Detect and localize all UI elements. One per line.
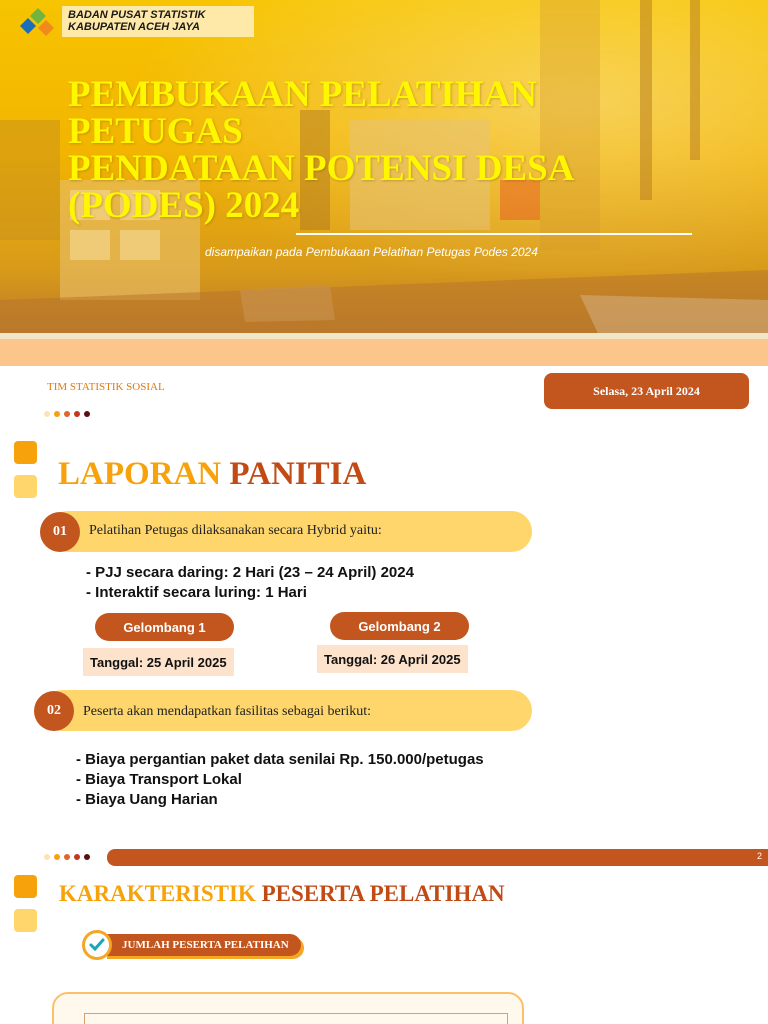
wave-2-badge: Gelombang 2 <box>330 612 469 640</box>
heading-part-b: PANITIA <box>229 456 367 492</box>
cover-title <box>68 76 708 224</box>
bullet-item: - Biaya Transport Lokal <box>76 771 242 788</box>
page-number: 2 <box>756 851 762 861</box>
decor-square <box>14 909 37 932</box>
decorative-dots <box>44 411 90 417</box>
cover-title-line: PETUGAS <box>68 111 243 152</box>
checkmark-icon <box>82 930 112 960</box>
item-text-01: Pelatihan Petugas dilaksanakan secara Hybrid yaitu: <box>89 523 382 538</box>
heading-part-a: LAPORAN <box>58 456 222 492</box>
team-label: TIM STATISTIK SOSIAL <box>47 381 165 393</box>
participants-tag-label: JUMLAH PESERTA PELATIHAN <box>104 934 301 956</box>
cover-title-line: PEMBUKAAN PELATIHAN <box>68 74 538 115</box>
bullet-item: - Interaktif secara luring: 1 Hari <box>86 584 307 601</box>
org-region: KABUPATEN ACEH JAYA <box>68 21 201 33</box>
footer-bar <box>107 849 768 866</box>
item-bullets-01 <box>86 563 414 603</box>
title-underline <box>296 233 692 235</box>
wave-2-date: Tanggal: 26 April 2025 <box>317 645 468 673</box>
heading-part-b: PESERTA PELATIHAN <box>261 881 505 906</box>
cover-subtitle: disampaikan pada Pembukaan Pelatihan Petugas Podes 2024 <box>205 245 538 259</box>
date-badge: Selasa, 23 April 2024 <box>544 373 749 409</box>
wave-1-badge: Gelombang 1 <box>95 613 234 641</box>
bullet-item: - PJJ secara daring: 2 Hari (23 – 24 April) 2024 <box>86 564 414 581</box>
participants-tag <box>82 929 301 961</box>
item-number-01: 01 <box>40 512 80 552</box>
decor-square <box>14 475 37 498</box>
wave-1-date: Tanggal: 25 April 2025 <box>83 648 234 676</box>
cover-title-line: PENDATAAN POTENSI DESA <box>68 148 575 189</box>
decor-square <box>14 441 37 464</box>
slide-separator-band <box>0 339 768 366</box>
heading-part-a: KARAKTERISTIK <box>59 881 256 906</box>
item-bullets-02 <box>76 750 484 810</box>
section-heading <box>58 456 366 493</box>
organization-label <box>62 6 254 37</box>
bullet-item: - Biaya pergantian paket data senilai Rp. 150.000/petugas <box>76 751 484 768</box>
org-name: BADAN PUSAT STATISTIK <box>68 9 206 21</box>
cover-title-line: (PODES) 2024 <box>68 185 300 226</box>
decor-square <box>14 875 37 898</box>
bps-logo-icon <box>16 6 56 38</box>
item-number-02: 02 <box>34 691 74 731</box>
participants-table <box>84 1013 508 1024</box>
item-text-02: Peserta akan mendapatkan fasilitas sebagai berikut: <box>83 704 372 719</box>
cover-slide <box>0 0 768 338</box>
section-heading <box>59 881 505 907</box>
decorative-dots <box>44 854 90 860</box>
bullet-item: - Biaya Uang Harian <box>76 791 218 808</box>
